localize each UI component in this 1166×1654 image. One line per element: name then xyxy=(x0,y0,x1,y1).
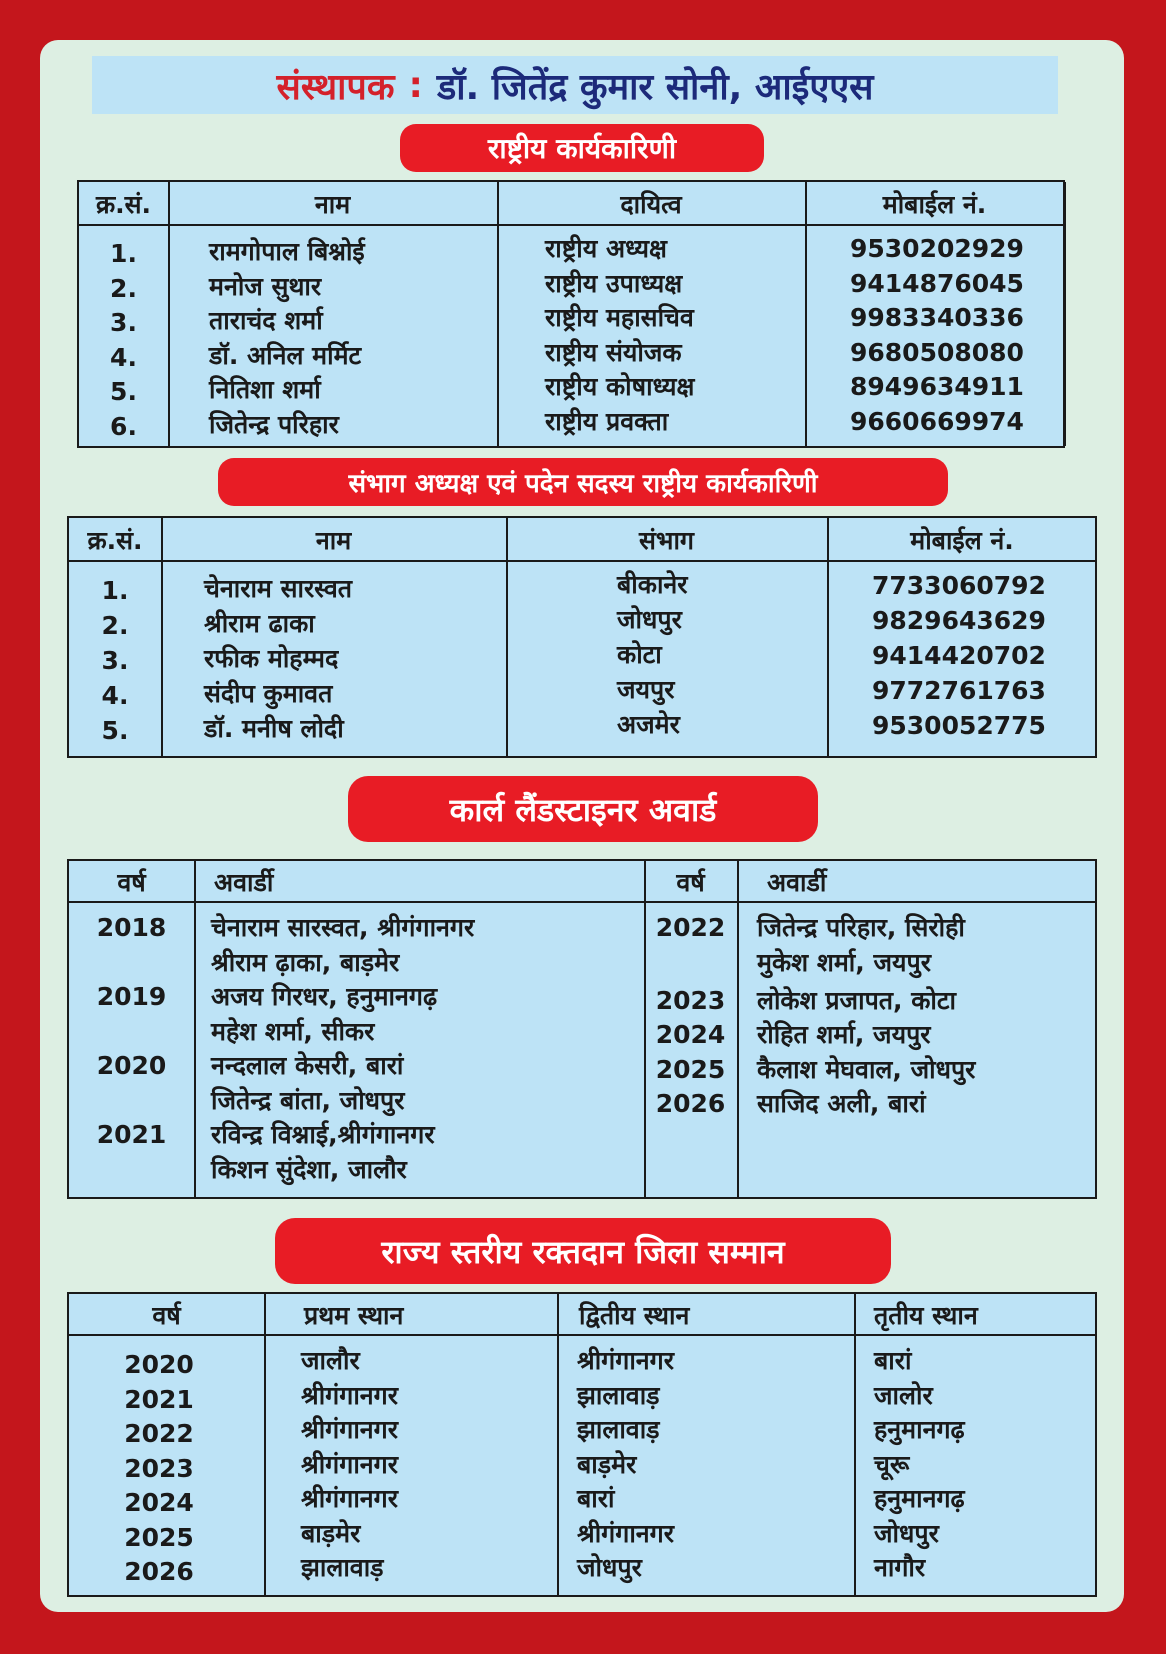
second-place-cell: झालावाड़ xyxy=(577,1415,660,1444)
column-divider xyxy=(557,1294,559,1595)
third-place-cell: बारां xyxy=(874,1346,912,1375)
column-divider xyxy=(1064,182,1066,446)
serial-cell: 4. xyxy=(110,342,137,372)
awardee-column-right xyxy=(757,911,975,1122)
year-column xyxy=(69,1348,249,1590)
serial-column xyxy=(79,237,168,444)
section4-title: राज्य स्तरीय रक्तदान जिला सम्मान xyxy=(275,1218,891,1284)
year-cell: 2026 xyxy=(655,1089,726,1118)
third-place-cell: चूरू xyxy=(874,1449,910,1479)
serial-column xyxy=(69,573,161,748)
division-cell: अजमेर xyxy=(617,710,680,739)
year-cell xyxy=(69,1153,194,1188)
mobile-cell: 9680508080 xyxy=(850,337,1024,367)
second-place-cell: बारां xyxy=(577,1484,615,1513)
year-cell: 2026 xyxy=(124,1557,194,1586)
first-place-cell: श्रीगंगानगर xyxy=(301,1484,398,1513)
awardee-cell: जितेन्द्र बांता, जोधपुर xyxy=(211,1085,405,1115)
year-cell: 2024 xyxy=(124,1488,194,1517)
year-cell: 2025 xyxy=(124,1522,194,1552)
name-cell: चेनाराम सारस्वत xyxy=(204,574,353,603)
first-place-cell: झालावाड़ xyxy=(301,1553,384,1582)
first-place-cell: श्रीगंगानगर xyxy=(301,1380,398,1410)
name-cell: रफीक मोहम्मद xyxy=(204,644,339,673)
third-place-cell: जोधपुर xyxy=(874,1518,939,1548)
awardee-cell: कैलाश मेघवाल, जोधपुर xyxy=(757,1054,976,1084)
role-cell: राष्ट्रीय अध्यक्ष xyxy=(545,234,667,263)
awardee-cell: किशन सुंदेशा, जालौर xyxy=(211,1154,407,1184)
year-cell xyxy=(69,946,194,981)
founder-separator: : xyxy=(408,64,423,106)
awardee-cell: नन्दलाल केसरी, बारां xyxy=(211,1051,404,1080)
first-place-cell: बाड़मेर xyxy=(301,1518,361,1548)
third-place-cell: हनुमानगढ़ xyxy=(874,1415,965,1444)
year-column-left xyxy=(69,911,194,1187)
awardee-cell: अजय गिरधर, हनुमानगढ़ xyxy=(211,982,438,1011)
third-place-cell: हनुमानगढ़ xyxy=(874,1484,965,1513)
role-cell: राष्ट्रीय उपाध्यक्ष xyxy=(545,268,683,298)
division-cell: जयपुर xyxy=(617,675,675,704)
header-division: संभाग xyxy=(638,526,695,555)
division-heads-table xyxy=(67,516,1097,758)
third-place-cell: जालोर xyxy=(874,1380,933,1410)
awardee-cell: जितेन्द्र परिहार, सिरोही xyxy=(757,913,965,942)
column-divider xyxy=(854,1294,856,1595)
header-second-place: द्वितीय स्थान xyxy=(579,1301,690,1330)
column-divider xyxy=(194,861,196,1197)
division-cell: बीकानेर xyxy=(617,570,688,599)
awardee-column-left xyxy=(211,911,474,1187)
header-third-place: तृतीय स्थान xyxy=(874,1301,978,1330)
year-cell xyxy=(69,1015,194,1050)
second-place-column xyxy=(577,1344,674,1586)
third-place-column xyxy=(874,1344,965,1586)
second-place-cell: जोधपुर xyxy=(577,1553,642,1582)
header-role: दायित्व xyxy=(620,190,682,219)
serial-cell: 5. xyxy=(101,716,129,745)
third-place-cell: नागौर xyxy=(874,1553,926,1582)
mobile-cell: 9829643629 xyxy=(872,606,1046,635)
awardee-cell: श्रीराम ढ़ाका, बाड़मेर xyxy=(211,947,400,977)
year-column-right xyxy=(644,911,737,1122)
awardee-cell: लोकेश प्रजापत, कोटा xyxy=(757,985,956,1015)
division-column xyxy=(617,567,688,742)
section3-title: कार्ल लैंडस्टाइनर अवार्ड xyxy=(348,776,818,842)
awardee-cell: रोहित शर्मा, जयपुर xyxy=(757,1020,931,1049)
role-cell: राष्ट्रीय महासचिव xyxy=(545,303,694,332)
year-cell xyxy=(69,1084,194,1119)
serial-cell: 1. xyxy=(101,576,129,605)
award-table xyxy=(67,859,1097,1199)
awardee-cell: साजिद अली, बारां xyxy=(757,1089,926,1118)
district-honour-table xyxy=(67,1292,1097,1597)
serial-cell: 4. xyxy=(101,681,129,710)
name-cell: डॉ. मनीष लोदी xyxy=(204,714,344,743)
mobile-cell: 9772761763 xyxy=(872,676,1046,705)
year-cell: 2018 xyxy=(96,913,167,942)
serial-cell: 2. xyxy=(110,273,137,303)
section2-title: संभाग अध्यक्ष एवं पदेन सदस्य राष्ट्रीय कार्यकारिणी xyxy=(218,458,948,506)
name-cell: ताराचंद शर्मा xyxy=(209,306,323,335)
header-name: नाम xyxy=(314,190,351,219)
second-place-cell: श्रीगंगानगर xyxy=(577,1346,674,1375)
name-cell: मनोज सुथार xyxy=(209,271,322,301)
serial-cell: 3. xyxy=(110,308,137,337)
role-cell: राष्ट्रीय प्रवक्ता xyxy=(545,406,669,436)
second-place-cell: झालावाड़ xyxy=(577,1380,660,1410)
first-place-column xyxy=(301,1344,398,1586)
awardee-cell: रविन्द्र विश्नाई,श्रीगंगानगर xyxy=(211,1120,435,1149)
year-cell: 2022 xyxy=(655,913,726,942)
header-name: नाम xyxy=(315,526,352,555)
year-cell: 2019 xyxy=(96,982,167,1011)
year-cell: 2020 xyxy=(124,1350,194,1379)
name-cell: जितेन्द्र परिहार xyxy=(209,409,339,439)
division-cell: जोधपुर xyxy=(617,605,682,634)
year-cell: 2022 xyxy=(124,1419,194,1448)
founder-label: संस्थापक xyxy=(276,66,395,108)
founder-name: डॉ. जितेंद्र कुमार सोनी, आईएएस xyxy=(436,66,874,108)
column-divider xyxy=(264,1294,266,1595)
serial-cell: 6. xyxy=(110,411,137,441)
mobile-cell: 9414876045 xyxy=(850,268,1024,298)
header-serial: क्र.सं. xyxy=(95,190,152,219)
role-cell: राष्ट्रीय संयोजक xyxy=(545,337,682,367)
second-place-cell: बाड़मेर xyxy=(577,1449,637,1479)
first-place-cell: श्रीगंगानगर xyxy=(301,1415,398,1444)
header-year: वर्ष xyxy=(152,1301,181,1330)
mobile-cell: 9530202929 xyxy=(850,234,1024,263)
header-first-place: प्रथम स्थान xyxy=(304,1301,404,1330)
first-place-cell: जालौर xyxy=(301,1346,360,1375)
awardee-cell: मुकेश शर्मा, जयपुर xyxy=(757,947,931,977)
name-cell: डॉ. अनिल मर्मिट xyxy=(209,340,362,370)
header-mobile: मोबाईल नं. xyxy=(910,526,1014,555)
role-column xyxy=(545,232,694,439)
awardee-cell: चेनाराम सारस्वत, श्रीगंगानगर xyxy=(211,913,475,942)
column-divider xyxy=(737,861,739,1197)
name-cell: रामगोपाल बिश्नोई xyxy=(209,237,365,266)
year-cell: 2025 xyxy=(655,1054,726,1084)
mobile-column xyxy=(872,568,1046,743)
founder-strip xyxy=(92,56,1058,114)
header-awardee-left: अवार्डी xyxy=(214,868,274,897)
year-cell: 2021 xyxy=(96,1120,167,1149)
role-cell: राष्ट्रीय कोषाध्यक्ष xyxy=(545,372,695,401)
serial-cell: 5. xyxy=(110,377,137,406)
name-cell: नितिशा शर्मा xyxy=(209,375,321,404)
header-year-right: वर्ष xyxy=(676,868,705,897)
header-mobile: मोबाईल नं. xyxy=(882,190,987,219)
header-year-left: वर्ष xyxy=(117,868,146,897)
mobile-cell: 9530052775 xyxy=(872,711,1046,740)
division-cell: कोटा xyxy=(617,640,662,669)
name-cell: संदीप कुमावत xyxy=(204,679,333,708)
year-cell: 2020 xyxy=(96,1051,167,1080)
serial-cell: 3. xyxy=(101,646,129,675)
mobile-cell: 8949634911 xyxy=(850,372,1024,401)
mobile-column xyxy=(850,232,1024,439)
second-place-cell: श्रीगंगानगर xyxy=(577,1518,674,1548)
serial-cell: 2. xyxy=(101,611,129,640)
year-cell: 2023 xyxy=(655,985,726,1015)
mobile-cell: 9414420702 xyxy=(872,641,1046,670)
mobile-cell: 9660669974 xyxy=(850,406,1024,436)
mobile-cell: 7733060792 xyxy=(872,571,1046,600)
name-column xyxy=(204,571,352,746)
serial-cell: 1. xyxy=(110,239,137,268)
section1-title: राष्ट्रीय कार्यकारिणी xyxy=(400,124,764,172)
mobile-cell: 9983340336 xyxy=(850,303,1024,332)
national-executive-table xyxy=(77,180,1065,448)
header-awardee-right: अवार्डी xyxy=(767,868,827,897)
name-column xyxy=(209,235,365,442)
name-cell: श्रीराम ढाका xyxy=(204,609,315,638)
year-cell: 2021 xyxy=(124,1384,194,1414)
awardee-cell: महेश शर्मा, सीकर xyxy=(211,1016,375,1046)
year-cell: 2024 xyxy=(655,1020,726,1049)
header-serial: क्र.सं. xyxy=(87,526,143,555)
year-cell: 2023 xyxy=(124,1453,194,1483)
first-place-cell: श्रीगंगानगर xyxy=(301,1449,398,1479)
year-cell xyxy=(644,946,737,984)
